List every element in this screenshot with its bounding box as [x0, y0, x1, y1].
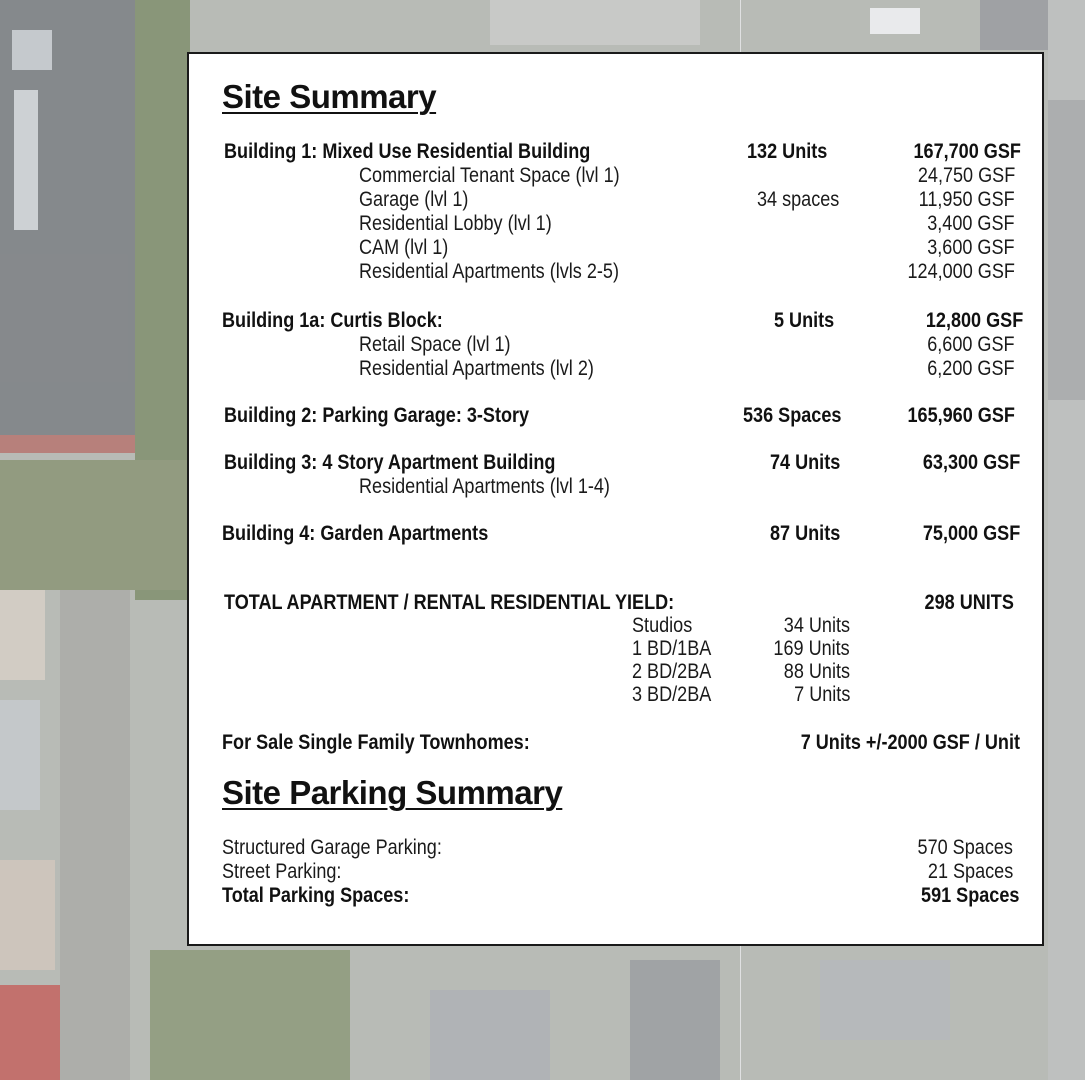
unit-mix-count: 88 Units [783, 660, 850, 683]
building4-gsf: 75,000 GSF [922, 522, 1020, 545]
building3-sub-label: Residential Apartments (lvl 1-4) [359, 475, 610, 498]
site-summary-title: Site Summary [222, 78, 437, 115]
building1-row-gsf: 124,000 GSF [907, 260, 1015, 283]
street-parking-label: Street Parking: [222, 860, 342, 883]
building1a-row-label: Residential Apartments (lvl 2) [359, 357, 594, 380]
building1a-row-gsf: 6,600 GSF [927, 333, 1015, 356]
building2-units: 536 Spaces [743, 404, 842, 427]
unit-mix-type: 1 BD/1BA [632, 637, 712, 660]
building3-units: 74 Units [770, 451, 841, 474]
unit-mix-count: 34 Units [783, 614, 850, 637]
building1-row-gsf: 24,750 GSF [917, 164, 1015, 187]
building1-row-gsf: 3,400 GSF [927, 212, 1015, 235]
building1-units: 132 Units [747, 140, 828, 163]
total-parking-value: 591 Spaces [920, 884, 1019, 907]
building1-label: Building 1: Mixed Use Residential Building [224, 140, 591, 163]
building1-gsf: 167,700 GSF [913, 140, 1021, 163]
parking-summary-title: Site Parking Summary [222, 774, 563, 811]
street-parking-value: 21 Spaces [927, 860, 1013, 883]
yield-label: TOTAL APARTMENT / RENTAL RESIDENTIAL YIELD: [224, 591, 675, 614]
building1a-gsf: 12,800 GSF [925, 309, 1023, 332]
townhomes-label: For Sale Single Family Townhomes: [222, 731, 530, 754]
building2-label: Building 2: Parking Garage: 3-Story [224, 404, 530, 427]
townhomes-value: 7 Units +/-2000 GSF / Unit [800, 731, 1020, 754]
building1-row-label: Residential Apartments (lvls 2-5) [359, 260, 619, 283]
yield-total: 298 UNITS [924, 591, 1014, 614]
total-parking-label: Total Parking Spaces: [222, 884, 410, 907]
building1-row-mid: 34 spaces [757, 188, 840, 211]
building2-gsf: 165,960 GSF [907, 404, 1015, 427]
structured-parking-value: 570 Spaces [917, 836, 1013, 859]
building1-row-label: Garage (lvl 1) [359, 188, 469, 211]
building1-row-label: Commercial Tenant Space (lvl 1) [359, 164, 620, 187]
unit-mix-count: 7 Units [793, 683, 850, 706]
building1-row-label: Residential Lobby (lvl 1) [359, 212, 552, 235]
building1a-label: Building 1a: Curtis Block: [222, 309, 443, 332]
building3-gsf: 63,300 GSF [922, 451, 1020, 474]
site-summary-panel [187, 52, 1044, 946]
building4-units: 87 Units [770, 522, 841, 545]
building1a-units: 5 Units [774, 309, 835, 332]
building4-label: Building 4: Garden Apartments [222, 522, 489, 545]
unit-mix-count: 169 Units [773, 637, 850, 660]
unit-mix-type: 2 BD/2BA [632, 660, 712, 683]
building3-label: Building 3: 4 Story Apartment Building [224, 451, 556, 474]
building1-row-label: CAM (lvl 1) [359, 236, 449, 259]
building1a-row-gsf: 6,200 GSF [927, 357, 1015, 380]
building1-row-gsf: 11,950 GSF [918, 188, 1015, 211]
structured-parking-label: Structured Garage Parking: [222, 836, 442, 859]
unit-mix-type: Studios [632, 614, 693, 637]
unit-mix-type: 3 BD/2BA [632, 683, 712, 706]
building1a-row-label: Retail Space (lvl 1) [359, 333, 511, 356]
building1-row-gsf: 3,600 GSF [927, 236, 1015, 259]
